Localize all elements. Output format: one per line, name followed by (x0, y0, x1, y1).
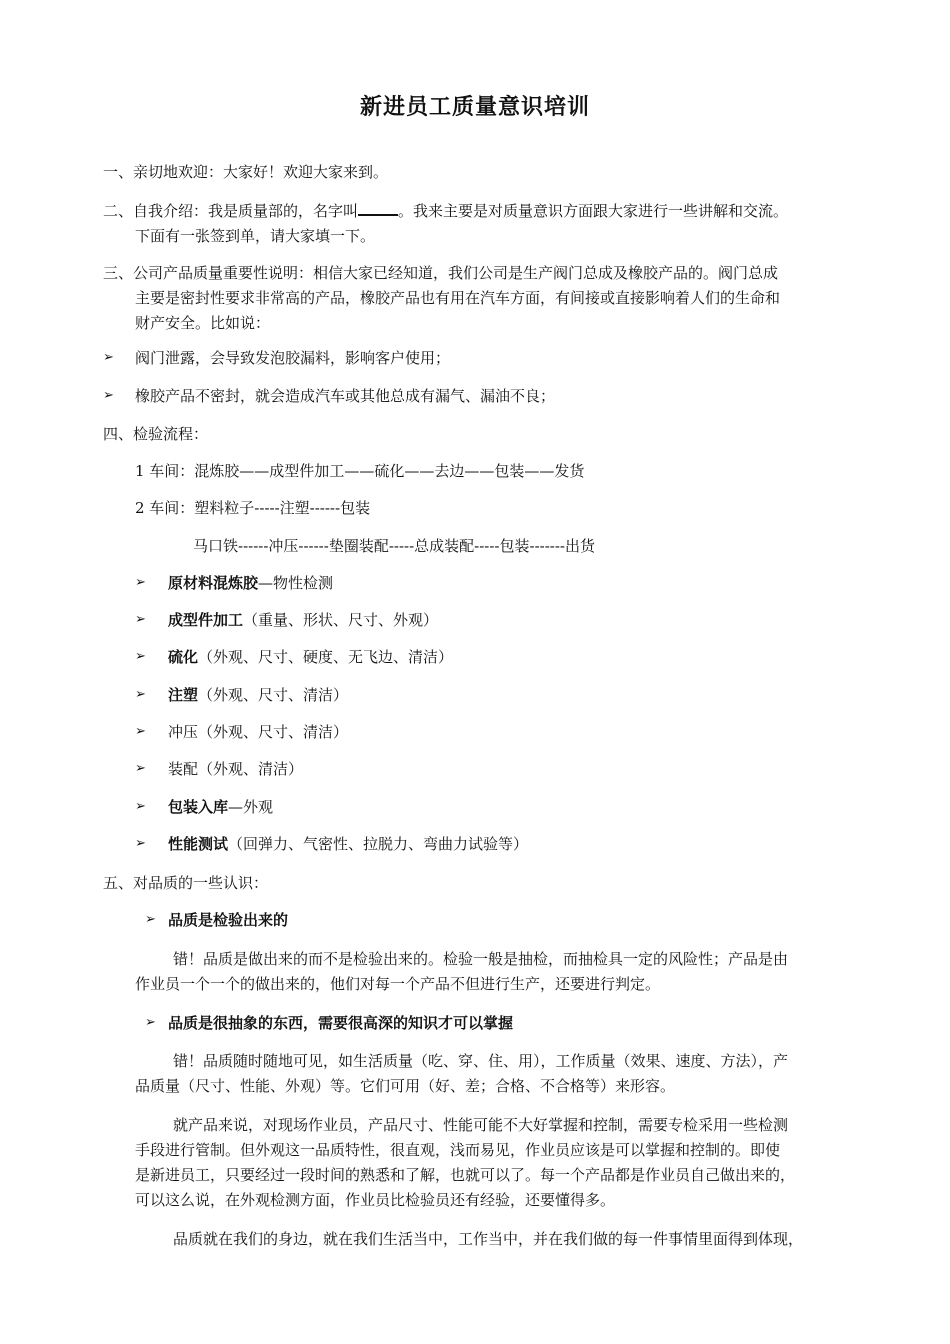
flow-workshop-2b: 马口铁------冲压------垫圈装配-----总成装配-----包装-------出货 (193, 537, 595, 555)
arrow-bullet-icon: ➢ (135, 799, 146, 814)
checklist-item-criteria: 冲压（外观、尺寸、清洁） (168, 723, 349, 741)
document-title: 新进员工质量意识培训 (359, 94, 590, 120)
section-intro-line2: 下面有一张签到单，请大家填一下。 (135, 227, 376, 245)
para-2-line1: 错！品质随时随地可见，如生活质量（吃、穿、住、用），工作质量（效果、速度、方法），产 (173, 1052, 789, 1070)
checklist-item-criteria: —外观 (228, 798, 274, 816)
section-inspection-flow: 四、检验流程： (103, 425, 209, 443)
section-quality-views: 五、对品质的一些认识： (103, 874, 269, 892)
para-2-line2: 品质量（尺寸、性能、外观）等。它们可用（好、差；合格、不合格等）来形容。 (135, 1077, 676, 1095)
checklist-item (168, 607, 438, 633)
para-1-line1: 错！品质是做出来的而不是检验出来的。检验一般是抽检，而抽检具一定的风险性；产品是由 (173, 950, 789, 968)
heading-quality-abstract: 品质是很抽象的东西，需要很高深的知识才可以掌握 (168, 1014, 514, 1032)
checklist-item (168, 756, 303, 782)
flow-workshop-1: 1 车间：混炼胶——成型件加工——硫化——去边——包装——发货 (135, 462, 585, 480)
arrow-bullet-icon: ➢ (135, 761, 146, 776)
checklist-item (168, 570, 333, 596)
checklist-item (168, 682, 348, 708)
bullet-rubber-seal: 橡胶产品不密封，就会造成汽车或其他总成有漏气、漏油不良； (135, 387, 556, 405)
checklist-item-criteria: 装配（外观、清洁） (168, 760, 304, 778)
para-3-line3: 是新进员工，只要经过一段时间的熟悉和了解，也就可以了。每一个产品都是作业员自己做出来的， (135, 1166, 796, 1184)
para-3-line2: 手段进行管制。但外观这一品质特性，很直观，浅而易见，作业员应该是可以掌握和控制的。即使 (135, 1141, 781, 1159)
para-3-line4: 可以这么说，在外观检测方面，作业员比检验员还有经验，还要懂得多。 (135, 1191, 616, 1209)
checklist-item-criteria: （外观、尺寸、硬度、无飞边、清洁） (198, 648, 454, 666)
checklist-item (168, 794, 273, 820)
checklist-item (168, 644, 453, 670)
checklist-item-process: 硫化 (168, 648, 199, 666)
arrow-bullet-icon: ➢ (145, 912, 156, 927)
arrow-bullet-icon: ➢ (135, 687, 146, 702)
para-1-line2: 作业员一个一个的做出来的，他们对每一个产品不但进行生产，还要进行判定。 (135, 975, 661, 993)
arrow-bullet-icon: ➢ (145, 1015, 156, 1030)
arrow-bullet-icon: ➢ (135, 612, 146, 627)
checklist-item-criteria: （外观、尺寸、清洁） (198, 686, 349, 704)
checklist-item-criteria: （重量、形状、尺寸、外观） (243, 611, 439, 629)
checklist-item-process: 注塑 (168, 686, 199, 704)
arrow-bullet-icon: ➢ (135, 836, 146, 851)
checklist-item (168, 831, 528, 857)
arrow-bullet-icon: ➢ (103, 388, 114, 403)
arrow-bullet-icon: ➢ (135, 649, 146, 664)
section-importance-line2: 主要是密封性要求非常高的产品，橡胶产品也有用在汽车方面，有间接或直接影响着人们的生命和 (135, 289, 781, 307)
bullet-valve-leak: 阀门泄露，会导致发泡胶漏料，影响客户使用； (135, 349, 451, 367)
checklist-item (168, 719, 348, 745)
section-welcome: 一、亲切地欢迎：大家好！欢迎大家来到。 (103, 163, 389, 181)
intro-text-b: 。我来主要是对质量意识方面跟大家进行一些讲解和交流。 (398, 202, 789, 220)
para-4-line1: 品质就在我们的身边，就在我们生活当中，工作当中，并在我们做的每一件事情里面得到体现， (173, 1230, 804, 1248)
checklist-item-criteria: （回弹力、气密性、拉脱力、弯曲力试验等） (228, 835, 529, 853)
arrow-bullet-icon: ➢ (135, 724, 146, 739)
section-importance-line3: 财产安全。比如说： (135, 314, 271, 332)
checklist-item-criteria: —物性检测 (258, 574, 334, 592)
para-3-line1: 就产品来说，对现场作业员，产品尺寸、性能可能不大好掌握和控制，需要专检采用一些检测 (173, 1116, 789, 1134)
flow-workshop-2: 2 车间：塑料粒子-----注塑------包装 (135, 499, 371, 517)
intro-text-a: 二、自我介绍：我是质量部的，名字叫 (103, 202, 359, 220)
arrow-bullet-icon: ➢ (135, 575, 146, 590)
checklist-item-process: 原材料混炼胶 (168, 574, 259, 592)
name-blank (358, 200, 398, 216)
section-importance-line1: 三、公司产品质量重要性说明：相信大家已经知道，我们公司是生产阀门总成及橡胶产品的。阀门总成 (103, 264, 779, 282)
heading-quality-inspected: 品质是检验出来的 (168, 911, 289, 929)
checklist-item-process: 包装入库 (168, 798, 229, 816)
section-intro-line1 (103, 198, 788, 224)
checklist-item-process: 性能测试 (168, 835, 229, 853)
checklist-item-process: 成型件加工 (168, 611, 244, 629)
arrow-bullet-icon: ➢ (103, 350, 114, 365)
